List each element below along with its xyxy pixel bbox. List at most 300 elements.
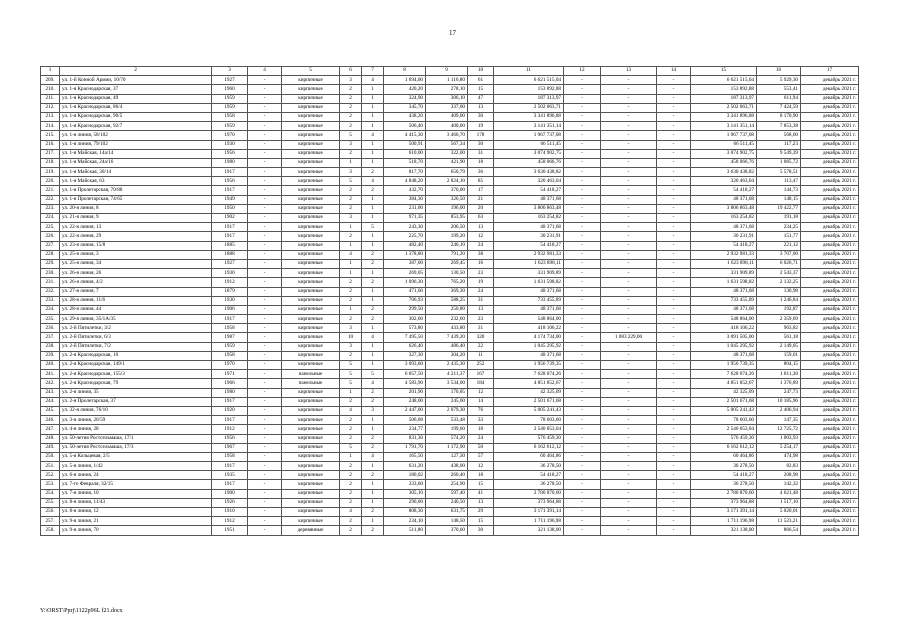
table-cell: 113,47 [757, 177, 801, 186]
table-cell: 2 543,37 [757, 269, 801, 278]
table-cell: 19 [468, 278, 494, 287]
table-cell: декабрь 2021 г. [801, 177, 859, 186]
table-cell: 246,50 [426, 498, 468, 507]
table-cell: ул. 27-я линия, 7 [60, 287, 212, 296]
table-cell: 19 422,77 [757, 204, 801, 213]
table-cell: 2 435,30 [426, 361, 468, 370]
table-cell: 252 [468, 361, 494, 370]
table-cell: 1 [340, 269, 362, 278]
table-row [41, 498, 859, 507]
table-cell: 373 964,88 [691, 498, 757, 507]
table-cell: - [657, 526, 691, 535]
table-cell: декабрь 2021 г. [801, 269, 859, 278]
table-cell: - [564, 140, 601, 149]
table-cell: 1917 [212, 232, 248, 241]
table-cell: ул. 50-летия Ростсельмаша, 17/3 [60, 443, 212, 452]
table-cell: 31 [468, 149, 494, 158]
table-cell: 2 447,00 [384, 406, 426, 415]
table-cell: 48 371,68 [494, 195, 564, 204]
table-cell: 963,82 [757, 324, 801, 333]
table-cell: 1 956 739,35 [691, 361, 757, 370]
table-cell: - [564, 370, 601, 379]
table-cell: 14 [468, 397, 494, 406]
table-cell: 345,70 [384, 103, 426, 112]
table-cell: 278,10 [426, 85, 468, 94]
table-cell: 76 [468, 406, 494, 415]
table-cell: 2 540 053,04 [494, 425, 564, 434]
table-cell: 163 254,82 [691, 214, 757, 223]
table-cell: 66 511,45 [691, 140, 757, 149]
column-header-3: 3 [212, 67, 248, 76]
table-cell: - [601, 269, 657, 278]
table-cell: декабрь 2021 г. [801, 250, 859, 259]
table-cell: 1967 [212, 443, 248, 452]
table-cell: ул. 22-я линия, 13 [60, 223, 212, 232]
table-cell: - [248, 462, 282, 471]
table-cell: 253. [41, 480, 60, 489]
table-cell: 299,50 [384, 305, 426, 314]
column-header-5: 5 [282, 67, 340, 76]
table-cell: 1 [362, 112, 384, 121]
table-cell: 1980 [212, 388, 248, 397]
table-cell: 320 463,04 [691, 177, 757, 186]
table-cell: 791,20 [426, 250, 468, 259]
table-cell: 256. [41, 508, 60, 517]
table-cell: - [248, 103, 282, 112]
table-cell: 2 [362, 186, 384, 195]
table-cell: 234. [41, 305, 60, 314]
table-cell: 246,10 [426, 241, 468, 250]
table-cell: - [248, 379, 282, 388]
table-cell: 50 [468, 443, 494, 452]
table-cell: 474,98 [757, 452, 801, 461]
table-cell: - [248, 269, 282, 278]
table-cell: кирпичные [282, 315, 340, 324]
table-cell: 1958 [212, 324, 248, 333]
table-cell: 971,35 [384, 214, 426, 223]
table-cell: 31 [468, 324, 494, 333]
table-cell: 4 [340, 508, 362, 517]
table-cell: 804,15 [757, 361, 801, 370]
table-cell: 1 [340, 305, 362, 314]
table-cell: 433,80 [426, 324, 468, 333]
table-cell: 2 932 981,33 [494, 250, 564, 259]
table-cell: декабрь 2021 г. [801, 443, 859, 452]
table-cell: 2 [340, 103, 362, 112]
table-cell: ул. 2-я Краснодарская, 10 [60, 351, 212, 360]
table-cell: ул. 4-я линия, 28 [60, 425, 212, 434]
table-cell: - [248, 351, 282, 360]
table-cell: 1959 [212, 342, 248, 351]
table-cell: - [564, 112, 601, 121]
table-cell: ул. 1-й Конной Армии, 10/70 [60, 76, 212, 85]
table-cell: - [601, 397, 657, 406]
table-cell: 1959 [212, 122, 248, 131]
table-cell: - [564, 498, 601, 507]
table-cell: 1959 [212, 103, 248, 112]
column-header-6: 6 [340, 67, 362, 76]
table-cell: 1 378,80 [384, 250, 426, 259]
table-cell: 170,85 [426, 388, 468, 397]
table-cell: - [657, 443, 691, 452]
table-cell: 1927 [212, 259, 248, 268]
table-cell: - [601, 526, 657, 535]
table-cell: 2 [340, 315, 362, 324]
table-cell: 244. [41, 397, 60, 406]
table-cell: 2 [340, 489, 362, 498]
table-cell: 148,15 [757, 195, 801, 204]
table-cell: - [601, 250, 657, 259]
table-cell: 54 418,27 [691, 471, 757, 480]
table-cell: 2 [340, 149, 362, 158]
table-cell: 1 [362, 269, 384, 278]
table-cell: 1 811,30 [757, 370, 801, 379]
table-row [41, 324, 859, 333]
table-cell: 231. [41, 278, 60, 287]
column-header-2: 2 [60, 67, 212, 76]
table-cell: 418 106,22 [691, 324, 757, 333]
table-cell: 226. [41, 232, 60, 241]
table-cell: 3 074 902,75 [494, 149, 564, 158]
table-cell: 2 [340, 416, 362, 425]
table-cell: - [601, 416, 657, 425]
table-cell: 2 [340, 397, 362, 406]
table-cell: 471,60 [384, 287, 426, 296]
table-cell: кирпичные [282, 471, 340, 480]
table-row [41, 296, 859, 305]
table-cell: панельные [282, 370, 340, 379]
column-header-15: 15 [691, 67, 757, 76]
table-cell: - [248, 388, 282, 397]
table-cell: 1 [340, 259, 362, 268]
table-cell: 61 [468, 76, 494, 85]
table-cell: - [657, 370, 691, 379]
table-cell: - [564, 296, 601, 305]
table-cell: 248,00 [384, 397, 426, 406]
table-cell: - [657, 259, 691, 268]
table-cell: 12 725,72 [757, 425, 801, 434]
table-cell: кирпичные [282, 278, 340, 287]
table-cell: 733 455,89 [691, 296, 757, 305]
table-cell: - [248, 250, 282, 259]
table-cell: 1 045 295,92 [691, 342, 757, 351]
table-cell: - [657, 508, 691, 517]
table-cell: - [601, 186, 657, 195]
table-cell: - [657, 214, 691, 223]
table-cell: кирпичные [282, 333, 340, 342]
table-cell: - [657, 452, 691, 461]
table-cell: 7 495,50 [384, 333, 426, 342]
table-cell: - [657, 351, 691, 360]
table-cell: 10 [340, 333, 362, 342]
table-cell: 217. [41, 149, 60, 158]
table-cell: декабрь 2021 г. [801, 287, 859, 296]
table-cell: 5 [362, 223, 384, 232]
table-cell: деревянные [282, 526, 340, 535]
table-cell: 48 371,68 [691, 305, 757, 314]
table-cell: - [564, 223, 601, 232]
table-cell: 1 [362, 103, 384, 112]
table-cell: 201,90 [384, 388, 426, 397]
table-cell: 48 371,68 [691, 287, 757, 296]
table-cell: 251. [41, 462, 60, 471]
table-cell: - [601, 388, 657, 397]
table-cell: 1 711 196,98 [494, 517, 564, 526]
table-cell: 47 [468, 94, 494, 103]
table-cell: 3 [340, 140, 362, 149]
table-cell: 1970 [212, 361, 248, 370]
table-cell: 48 371,68 [494, 351, 564, 360]
table-row [41, 168, 859, 177]
table-cell: ул. 2-я Краснодарская, 149/1 [60, 361, 212, 370]
table-cell: 4 851 852,67 [691, 379, 757, 388]
table-cell: 1 [362, 214, 384, 223]
table-cell: - [248, 223, 282, 232]
table-cell: 305,10 [384, 489, 426, 498]
table-cell: 254. [41, 489, 60, 498]
table-cell: - [248, 498, 282, 507]
table-cell: 60 464,86 [691, 452, 757, 461]
table-cell: - [248, 232, 282, 241]
table-cell: 78 603,60 [494, 416, 564, 425]
table-cell: ул. 1-я Майская, 63 [60, 177, 212, 186]
table-cell: - [601, 149, 657, 158]
table-cell: 290,00 [384, 498, 426, 507]
table-cell: 2 [340, 122, 362, 131]
table-cell: 2 [340, 195, 362, 204]
table-cell: - [564, 103, 601, 112]
table-cell: 36 [468, 168, 494, 177]
table-cell: - [601, 204, 657, 213]
table-cell: - [657, 379, 691, 388]
table-cell: 36 278,50 [494, 480, 564, 489]
table-cell: 18 [468, 158, 494, 167]
table-cell: - [657, 186, 691, 195]
table-cell: декабрь 2021 г. [801, 361, 859, 370]
table-cell: 1958 [212, 452, 248, 461]
table-cell: 7 628 074,26 [494, 370, 564, 379]
table-cell: 41 [468, 489, 494, 498]
table-cell: декабрь 2021 г. [801, 131, 859, 140]
table-cell: 24 [468, 434, 494, 443]
table-cell: - [657, 471, 691, 480]
table-cell: декабрь 2021 г. [801, 526, 859, 535]
table-cell: 223. [41, 204, 60, 213]
table-cell: 322,00 [426, 149, 468, 158]
table-row [41, 214, 859, 223]
table-cell: 1 [340, 223, 362, 232]
table-cell: 1930 [212, 296, 248, 305]
table-cell: 5 929,30 [757, 76, 801, 85]
table-cell: ул. 1-я Краснодарская, 49 [60, 94, 212, 103]
table-cell: - [657, 149, 691, 158]
table-cell: 1888 [212, 250, 248, 259]
table-cell: декабрь 2021 г. [801, 342, 859, 351]
table-cell: 1917 [212, 186, 248, 195]
table-cell: 369,30 [426, 287, 468, 296]
table-cell: 82,83 [757, 462, 801, 471]
table-cell: кирпичные [282, 250, 340, 259]
table-cell: 2 [340, 204, 362, 213]
table-cell: 29 [468, 508, 494, 517]
table-cell: 650,79 [426, 168, 468, 177]
table-cell: - [248, 305, 282, 314]
table-cell: 1 [340, 452, 362, 461]
table-row [41, 471, 859, 480]
table-cell: - [564, 168, 601, 177]
table-cell: 331 909,89 [691, 269, 757, 278]
table-cell: 3 630 438,82 [494, 168, 564, 177]
table-row [41, 223, 859, 232]
table-cell: 597,40 [426, 489, 468, 498]
table-cell: 1930 [212, 140, 248, 149]
table-cell: 48 371,68 [494, 223, 564, 232]
table-row [41, 195, 859, 204]
table-cell: - [657, 305, 691, 314]
table-cell: 2 501 671,68 [494, 397, 564, 406]
table-cell: 2 502 063,71 [691, 103, 757, 112]
table-cell: 31 [468, 296, 494, 305]
table-cell: - [564, 416, 601, 425]
table-cell: декабрь 2021 г. [801, 471, 859, 480]
table-cell: декабрь 2021 г. [801, 517, 859, 526]
table-cell: 3 341 896,88 [691, 112, 757, 121]
table-cell: кирпичные [282, 85, 340, 94]
table-cell: кирпичные [282, 112, 340, 121]
table-cell: - [564, 259, 601, 268]
table-cell: - [248, 508, 282, 517]
table-cell: - [564, 508, 601, 517]
table-cell: 167 [468, 370, 494, 379]
table-cell: - [564, 333, 601, 342]
table-cell: 6 026,71 [757, 259, 801, 268]
table-cell: - [601, 406, 657, 415]
table-cell: 2 [362, 508, 384, 517]
table-cell: ул. 9-я линия, 21 [60, 517, 212, 526]
table-cell: 234,25 [757, 223, 801, 232]
table-cell: ул. 6-я линия, 24 [60, 471, 212, 480]
table-cell: 2 [340, 232, 362, 241]
table-cell: 241. [41, 370, 60, 379]
table-row [41, 158, 859, 167]
table-cell: - [601, 370, 657, 379]
table-cell: 4 415,30 [384, 131, 426, 140]
table-cell: 458 066,76 [494, 158, 564, 167]
table-cell: 3 460,70 [426, 131, 468, 140]
table-cell: 54 418,27 [494, 186, 564, 195]
table-cell: декабрь 2021 г. [801, 498, 859, 507]
table-cell: 5 254,17 [757, 443, 801, 452]
table-cell: декабрь 2021 г. [801, 158, 859, 167]
table-cell: 8 170,90 [757, 112, 801, 121]
table-cell: - [657, 434, 691, 443]
table-cell: 573,80 [384, 324, 426, 333]
table-cell: 1 967 737,08 [494, 131, 564, 140]
table-cell: ул. 29-я линия, 35/1А/35 [60, 315, 212, 324]
table-cell: 42 325,09 [691, 388, 757, 397]
table-row [41, 526, 859, 535]
table-cell: 151,77 [757, 232, 801, 241]
table-cell: 240. [41, 361, 60, 370]
table-cell: 1 376,89 [757, 379, 801, 388]
table-cell: 438,20 [384, 112, 426, 121]
table-cell: 250,80 [426, 305, 468, 314]
table-cell: 1912 [212, 425, 248, 434]
table-row [41, 397, 859, 406]
table-cell: 1960 [212, 85, 248, 94]
table-cell: 12 [468, 232, 494, 241]
table-cell: - [657, 498, 691, 507]
table-cell: 421,90 [426, 158, 468, 167]
table-cell: 30 [468, 140, 494, 149]
table-cell: - [601, 241, 657, 250]
table-cell: - [601, 287, 657, 296]
table-cell: 11 [468, 351, 494, 360]
table-cell: декабрь 2021 г. [801, 434, 859, 443]
table-cell: 1 [362, 324, 384, 333]
table-cell: 3 [340, 342, 362, 351]
table-cell: 228. [41, 250, 60, 259]
column-header-9: 9 [426, 67, 468, 76]
table-cell: - [564, 214, 601, 223]
table-cell: декабрь 2021 г. [801, 195, 859, 204]
table-cell: - [248, 241, 282, 250]
table-cell: 236. [41, 324, 60, 333]
table-cell: - [564, 241, 601, 250]
table-cell: 506,40 [384, 122, 426, 131]
table-cell: кирпичные [282, 361, 340, 370]
table-cell: 2 932 981,33 [691, 250, 757, 259]
table-cell: - [601, 342, 657, 351]
table-cell: - [248, 526, 282, 535]
table-cell: - [248, 361, 282, 370]
table-cell: - [564, 85, 601, 94]
table-row [41, 131, 859, 140]
table-cell: 3 [340, 324, 362, 333]
table-cell: 1927 [212, 76, 248, 85]
table-cell: кирпичные [282, 351, 340, 360]
table-cell: ул. 8-я линия, 12 [60, 508, 212, 517]
table-cell: - [657, 250, 691, 259]
table-cell: декабрь 2021 г. [801, 452, 859, 461]
table-cell: 233. [41, 296, 60, 305]
table-cell: 17 [468, 186, 494, 195]
table-cell: 553,41 [757, 85, 801, 94]
table-cell: 324,90 [384, 94, 426, 103]
table-cell: кирпичные [282, 214, 340, 223]
table-cell: 3 [362, 406, 384, 415]
table-cell: 337,00 [426, 103, 468, 112]
table-cell: декабрь 2021 г. [801, 333, 859, 342]
table-cell: 2 824,10 [426, 177, 468, 186]
table-cell: 370,60 [426, 526, 468, 535]
table-cell: - [248, 452, 282, 461]
table-cell: - [564, 305, 601, 314]
table-cell: 1 631 598,82 [494, 278, 564, 287]
table-cell: 1 172,90 [426, 443, 468, 452]
table-cell: 866,54 [757, 526, 801, 535]
table-row [41, 305, 859, 314]
table-cell: 5 [340, 443, 362, 452]
table-cell: 5 005 241,43 [494, 406, 564, 415]
table-cell: - [248, 296, 282, 305]
table-cell: 227. [41, 241, 60, 250]
table-cell: 257. [41, 517, 60, 526]
table-cell: - [248, 397, 282, 406]
column-header-16: 16 [757, 67, 801, 76]
table-cell: - [564, 406, 601, 415]
table-cell: 48 371,68 [494, 287, 564, 296]
